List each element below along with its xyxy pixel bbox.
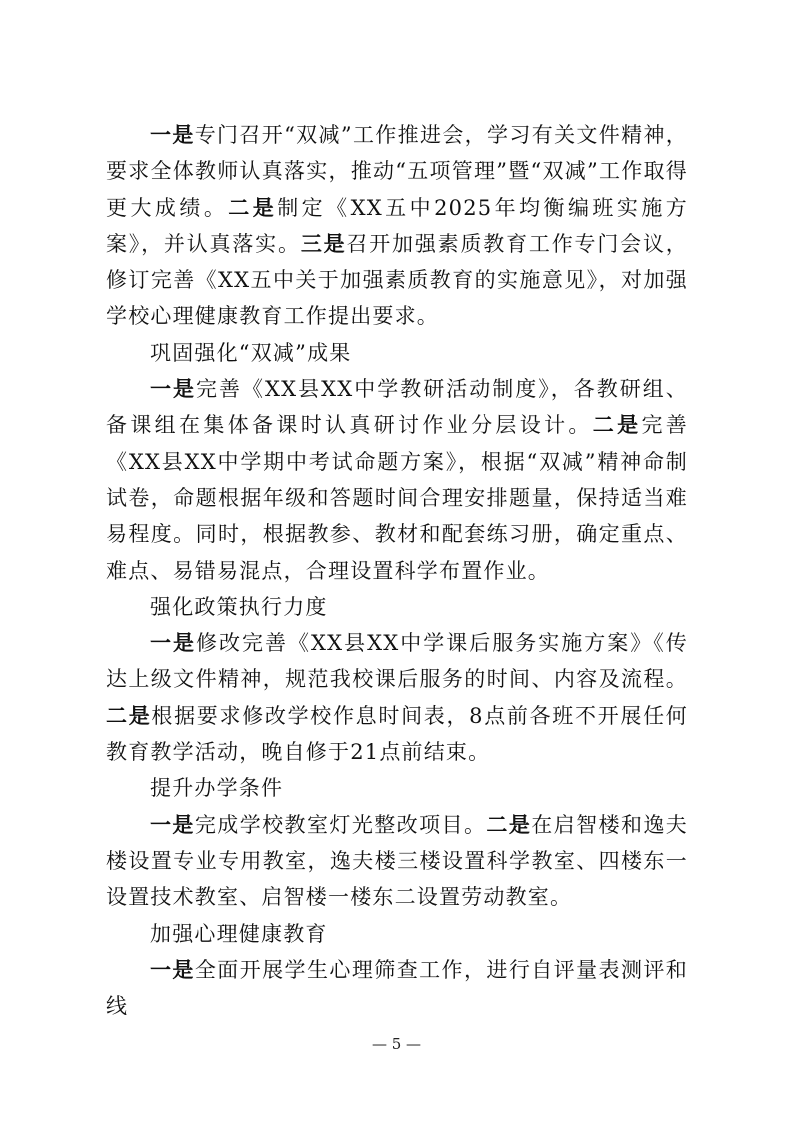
section-heading: 加强心理健康教育 xyxy=(150,921,328,946)
lead-first: 一是 xyxy=(150,811,195,837)
paragraph-mental-health xyxy=(106,952,688,1025)
paragraph-consolidate xyxy=(106,371,688,589)
text-segment: 全面开展学生心理筛查工作，进行自评量表测评和线 xyxy=(106,957,688,1019)
text-segment: 根据要求修改学校作息时间表，8点前各班不开展任何教育教学活动，晚自修于21点前结束。 xyxy=(106,703,688,765)
lead-third: 三是 xyxy=(300,230,347,256)
text-segment: 在启智楼和逸夫楼设置专业专用教室，逸夫楼三楼设置科学教室、四楼东一设置技术教室、启智楼一楼东二设置劳动教室。 xyxy=(106,812,688,910)
text-segment: 专门召开“双减”工作推进会，学习有关文件精神，要求全体教师认真落实，推动“五项管理”暨“双减”工作取得更大成绩。 xyxy=(106,123,688,220)
section-heading: 巩固强化“双减”成果 xyxy=(150,340,352,365)
lead-second: 二是 xyxy=(228,194,278,220)
section-heading: 强化政策执行力度 xyxy=(150,594,328,619)
text-segment: 制定《XX五中2025年均衡编班实施方案》，并认真落实。 xyxy=(106,195,688,256)
text-segment: 修改完善《XX县XX中学课后服务实施方案》《传达上级文件精神，规范我校课后服务的时间、内容及流程。 xyxy=(106,631,688,692)
lead-first: 一是 xyxy=(150,376,197,402)
text-segment: 完成学校教室灯光整改项目。 xyxy=(194,812,487,837)
paragraph-conditions xyxy=(106,807,688,916)
lead-second: 二是 xyxy=(486,811,532,837)
lead-second: 二是 xyxy=(106,702,152,728)
text-segment: 召开加强素质教育工作专门会议，修订完善《XX五中关于加强素质教育的实施意见》，对加强学校心理健康教育工作提出要求。 xyxy=(106,231,688,329)
paragraph-policy xyxy=(106,625,688,770)
lead-first: 一是 xyxy=(150,122,195,147)
text-segment: 完善《XX县XX中学教研活动制度》，各教研组、备课组在集体备课时认真研讨作业分层设计。 xyxy=(106,377,688,438)
lead-first: 一是 xyxy=(150,956,195,982)
text-segment: 完善《XX县XX中学期中考试命题方案》，根据“双减”精神命制试卷，命题根据年级和答题时间合理安排题量，保持适当难易程度。同时，根据教参、教材和配套练习册，确定重点、难点、易错易混点，合理设置科学布置作业。 xyxy=(106,413,689,583)
paragraph-meetings xyxy=(106,117,688,335)
lead-second: 二是 xyxy=(592,412,642,438)
lead-first: 一是 xyxy=(150,630,197,656)
document-body xyxy=(106,117,688,1024)
page-number: — 5 — xyxy=(371,1035,422,1053)
section-heading: 提升办学条件 xyxy=(150,776,284,801)
